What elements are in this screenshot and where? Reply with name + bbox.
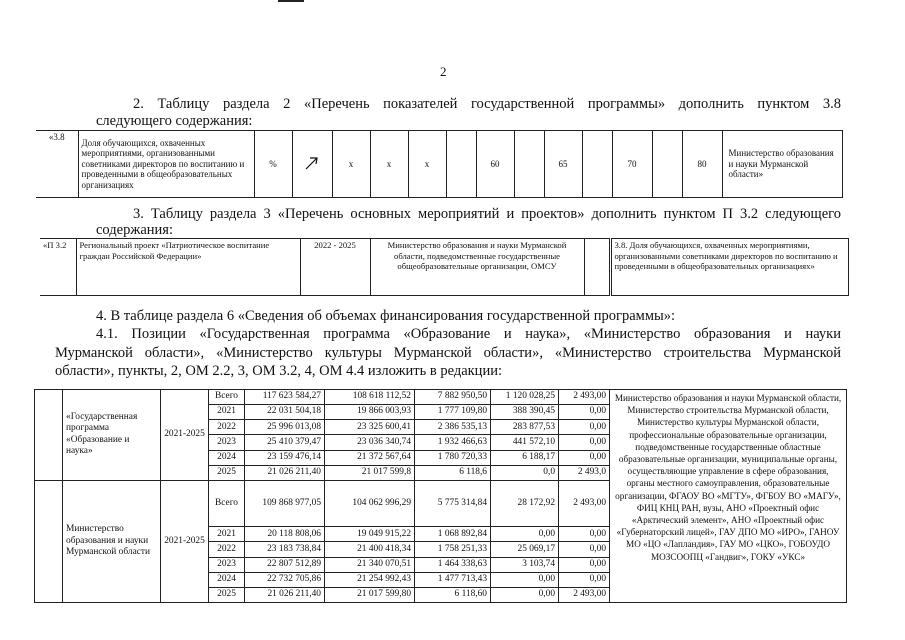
project-executors: Министерство образования и науки Мурманской области, подведомственные государственные общеобразовательные организации, ОМСУ [370, 239, 584, 296]
row-number: «3.8 [36, 131, 78, 198]
year-cell: 2025 [209, 587, 245, 602]
year-cell: 2023 [209, 557, 245, 572]
amount-other: 0,00 [559, 557, 610, 572]
amount-total: 23 183 738,84 [245, 542, 325, 557]
table-row [36, 131, 842, 198]
amount-mun: 388 390,45 [491, 405, 559, 420]
amount-fed: 6 118,60 [415, 587, 491, 602]
amount-fed: 5 775 314,84 [415, 480, 491, 526]
program-name: Министерство образования и науки Мурманской области [63, 480, 161, 602]
amount-other: 0,00 [559, 405, 610, 420]
amount-other: 0,00 [559, 450, 610, 465]
projects-table [40, 238, 849, 296]
amount-mun: 283 877,53 [491, 420, 559, 435]
amount-fed: 1 780 720,33 [415, 450, 491, 465]
amount-mun: 3 103,74 [491, 557, 559, 572]
amount-other: 2 493,00 [559, 390, 610, 405]
amount-reg: 21 400 418,34 [325, 542, 415, 557]
amount-mun: 0,0 [491, 465, 559, 480]
amount-fed: 6 118,6 [415, 465, 491, 480]
table-row [40, 239, 848, 296]
amount-fed: 7 882 950,50 [415, 390, 491, 405]
amount-fed: 1 464 338,63 [415, 557, 491, 572]
empty-cell [514, 131, 544, 198]
indicators-table [36, 130, 843, 198]
amount-other: 0,00 [559, 435, 610, 450]
year-cell: 2024 [209, 572, 245, 587]
header-line [278, 0, 304, 2]
amount-reg: 19 049 915,22 [325, 527, 415, 542]
value-x-2: х [370, 131, 408, 198]
amount-total: 25 410 379,47 [245, 435, 325, 450]
paragraph-4-line-1: 4. В таблице раздела 6 «Сведения об объемах финансирования государственной программы»: [96, 308, 676, 324]
empty-cell [582, 131, 612, 198]
responsible-cell: Министерство образования и науки Мурманской области» [722, 131, 842, 198]
arrow-up-right-icon [304, 162, 320, 172]
project-name: Региональный проект «Патриотическое воспитание граждан Российской Федерации» [76, 239, 300, 296]
table-row [35, 390, 847, 405]
year-cell: 2023 [209, 435, 245, 450]
amount-other: 0,00 [559, 542, 610, 557]
amount-reg: 23 036 340,74 [325, 435, 415, 450]
year-cell: 2021 [209, 527, 245, 542]
paragraph-4-line-4: области», пункты, 2, ОМ 2.2, 3, ОМ 3.2, 4, ОМ 4.4 изложить в редакции: [55, 363, 502, 379]
amount-fed: 1 068 892,84 [415, 527, 491, 542]
amount-mun: 0,00 [491, 572, 559, 587]
amount-mun: 1 120 028,25 [491, 390, 559, 405]
empty-cell [35, 480, 63, 602]
year-cell: 2022 [209, 420, 245, 435]
amount-mun: 441 572,10 [491, 435, 559, 450]
amount-fed: 2 386 535,13 [415, 420, 491, 435]
empty-cell [584, 239, 610, 296]
value-2024: 70 [612, 131, 652, 198]
empty-cell [446, 131, 476, 198]
year-cell: 2025 [209, 465, 245, 480]
amount-total: 25 996 013,08 [245, 420, 325, 435]
amount-reg: 21 340 070,51 [325, 557, 415, 572]
value-x-1: х [332, 131, 370, 198]
unit-cell: % [254, 131, 292, 198]
amount-mun: 6 188,17 [491, 450, 559, 465]
empty-cell [35, 390, 63, 481]
amount-other: 2 493,00 [559, 587, 610, 602]
financing-table [34, 389, 847, 603]
paragraph-2-line-2: следующего содержания: [96, 113, 253, 129]
amount-total: 23 159 476,14 [245, 450, 325, 465]
amount-other: 0,00 [559, 572, 610, 587]
amount-reg: 19 866 003,93 [325, 405, 415, 420]
amount-fed: 1 758 251,33 [415, 542, 491, 557]
value-2022: 60 [476, 131, 514, 198]
value-2023: 65 [544, 131, 582, 198]
indicator-name: Доля обучающихся, охваченных мероприятиями, организованными советниками директоров по воспитанию и проведенными в общеобразовательных организациях [78, 131, 254, 198]
amount-mun: 28 172,92 [491, 480, 559, 526]
page-number: 2 [440, 64, 447, 79]
amount-fed: 1 777 109,80 [415, 405, 491, 420]
amount-total: 21 026 211,40 [245, 587, 325, 602]
amount-reg: 23 325 600,41 [325, 420, 415, 435]
amount-fed: 1 477 713,43 [415, 572, 491, 587]
amount-other: 0,00 [559, 420, 610, 435]
amount-total: 22 807 512,89 [245, 557, 325, 572]
program-period: 2021-2025 [161, 390, 209, 481]
amount-total: 21 026 211,40 [245, 465, 325, 480]
paragraph-3-line-1: 3. Таблицу раздела 3 «Перечень основных мероприятий и проектов» дополнить пунктом П 3.2 следующего [133, 206, 841, 222]
year-cell: 2024 [209, 450, 245, 465]
amount-reg: 21 017 599,8 [325, 465, 415, 480]
program-name: «Государственная программа «Образование и наука» [63, 390, 161, 481]
empty-cell [652, 131, 682, 198]
amount-reg: 21 372 567,64 [325, 450, 415, 465]
project-period: 2022 - 2025 [300, 239, 370, 296]
row-number: «П 3.2 [40, 239, 76, 296]
amount-other: 2 493,0 [559, 465, 610, 480]
amount-reg: 21 254 992,43 [325, 572, 415, 587]
project-indicator: 3.8. Доля обучающихся, охваченных мероприятиями, организованными советниками директоров по воспитанию и проведенными в общеобразовательных организациях» [610, 239, 848, 296]
amount-other: 2 493,00 [559, 480, 610, 526]
executors-cell: Министерство образования и науки Мурманской области, Министерство строительства Мурманской области, Министерство культуры Мурманской области, профессиональные образовательные организации, подведомственные государственные областные образовательные организации, муниципальные органы, осуществляющие управление в сфере образования, органы местного самоуправления, образовательные организации, ФГАОУ ВО «МГТУ», ФГБОУ ВО «МАГУ», ФИЦ КНЦ РАН, вузы, АНО «Проектный офис «Арктический элемент», АНО «Проектный офис «Губернаторский лицей», ГАУ ДПО МО «ИРО», ГАНОУ МО «ЦО «Лапландия», ГАУ МО «ЦКО», ГОБОУДО МОЗСООПЦ «Гандвиг», ГОКУ «УКС» [610, 390, 847, 603]
amount-reg: 108 618 112,52 [325, 390, 415, 405]
paragraph-4-line-2: 4.1. Позиции «Государственная программа «Образование и наука», «Министерство образования и науки [96, 326, 841, 342]
value-x-3: х [408, 131, 446, 198]
amount-fed: 1 932 466,63 [415, 435, 491, 450]
program-period: 2021-2025 [161, 480, 209, 602]
paragraph-4-line-3: Мурманской области», «Министерство культуры Мурманской области», «Министерство строительства Мурманской [55, 345, 841, 361]
amount-mun: 25 069,17 [491, 542, 559, 557]
amount-total: 20 118 808,06 [245, 527, 325, 542]
amount-mun: 0,00 [491, 587, 559, 602]
year-cell: 2021 [209, 405, 245, 420]
year-cell: 2022 [209, 542, 245, 557]
year-cell: Всего [209, 480, 245, 526]
amount-reg: 104 062 996,29 [325, 480, 415, 526]
amount-reg: 21 017 599,80 [325, 587, 415, 602]
amount-other: 0,00 [559, 527, 610, 542]
year-cell: Всего [209, 390, 245, 405]
paragraph-2-line-1: 2. Таблицу раздела 2 «Перечень показателей государственной программы» дополнить пунктом 3.8 [133, 96, 841, 112]
amount-total: 22 732 705,86 [245, 572, 325, 587]
paragraph-3-line-2: содержания: [96, 222, 174, 238]
amount-total: 117 623 584,27 [245, 390, 325, 405]
amount-total: 22 031 504,18 [245, 405, 325, 420]
value-2025: 80 [682, 131, 722, 198]
amount-total: 109 868 977,05 [245, 480, 325, 526]
trend-cell [292, 131, 332, 198]
amount-mun: 0,00 [491, 527, 559, 542]
